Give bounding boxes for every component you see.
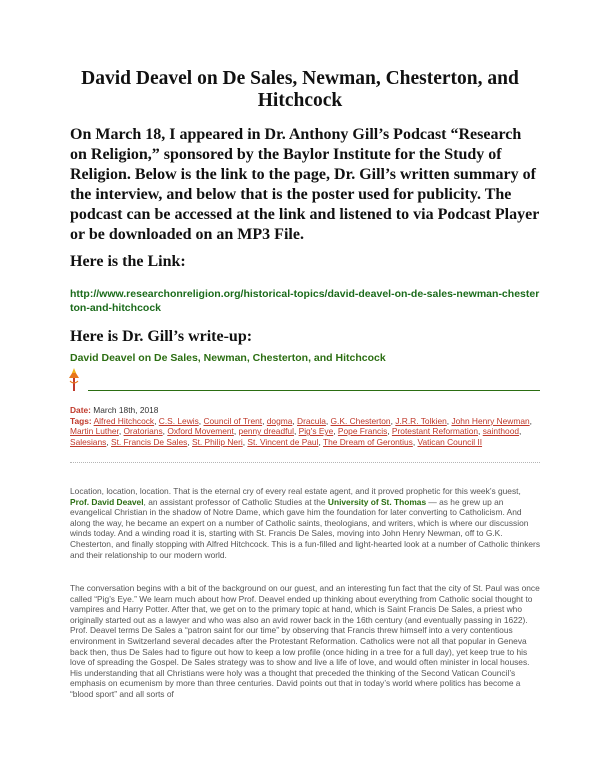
tag-link[interactable]: Council of Trent bbox=[203, 415, 263, 426]
tag-link[interactable]: Oratorians bbox=[123, 426, 163, 437]
tags-label: Tags: bbox=[70, 415, 92, 426]
tag-link[interactable]: Vatican Council II bbox=[417, 436, 483, 447]
tag-link[interactable]: Oxford Movement bbox=[167, 426, 234, 437]
summary-paragraph-2: The conversation begins with a bit of the background on our guest, and an interesting fun fact that the city of St. Paul was once called “Pig’s Eye.” We learn much about how Prof. Deavel ended up thinking about everything from Catholic social thought to vampires and Harry Potter. After that, we get on to the primary topic at hand, which is Saint Francis De Sales, a priest who originally started out as a lawyer and who was also an avid rower back in the 16th century (and eventually passing in 1622). Prof. Deavel terms De Sales a “patron saint for our time” by observing that Francis threw himself into a very contentious environment in Switzerland several decades after the Protestant Reformation. Catholics were not all that popular in Geneva back then, thus De Sales had to figure out how to keep a low profile (once hiding in a tree for a full day), yet keep true to his love of spreading the Gospel. De Sales strategy was to show and live a life of love, and would often minister in local houses. His understanding that all Christians were holy was a thought that preceded the thinking of the Second Vatican Council’s emphasis on ecumenism by more than three centuries. David points out that in today’s world where politics has become a “blood sport” and all sorts of bbox=[70, 583, 540, 699]
podcast-logo-icon bbox=[67, 368, 81, 392]
tag-link[interactable]: The Dream of Gerontius bbox=[322, 436, 413, 447]
date-label: Date: bbox=[70, 405, 91, 415]
post-divider bbox=[88, 390, 540, 391]
tag-link[interactable]: C.S. Lewis bbox=[158, 415, 199, 426]
date-value: March 18th, 2018 bbox=[93, 405, 159, 415]
tag-link[interactable]: Martin Luther bbox=[70, 426, 119, 437]
page-title: David Deavel on De Sales, Newman, Chesterton, and Hitchcock bbox=[81, 68, 519, 111]
tag-link[interactable]: St. Francis De Sales bbox=[110, 436, 188, 447]
post-title[interactable]: David Deavel on De Sales, Newman, Chesterton, and Hitchcock bbox=[70, 352, 386, 364]
tag-link[interactable]: J.R.R. Tolkien bbox=[395, 415, 447, 426]
tag-link[interactable]: Pope Francis bbox=[337, 426, 388, 437]
tag-link[interactable]: G.K. Chesterton bbox=[330, 415, 391, 426]
tag-link[interactable]: Alfred Hitchcock bbox=[93, 415, 155, 426]
p1-text-b: , an assistant professor of Catholic Studies at the bbox=[143, 496, 328, 507]
guest-name: Prof. David Deavel bbox=[70, 496, 144, 507]
dotted-divider bbox=[70, 462, 540, 463]
tag-link[interactable]: dogma bbox=[266, 415, 293, 426]
tag-link[interactable]: St. Vincent de Paul bbox=[247, 436, 319, 447]
link-heading: Here is the Link: bbox=[70, 253, 186, 270]
tag-link[interactable]: Salesians bbox=[70, 436, 107, 447]
intro-paragraph: On March 18, I appeared in Dr. Anthony Gill’s Podcast “Research on Religion,” sponsored by the Baylor Institute for the Study of Religion. Below is the link to the page, Dr. Gill’s written summary of the interview, and below that is the poster used for publicity. The podcast can be accessed at the link and listened to via Podcast Player or be downloaded on an MP3 File. bbox=[70, 126, 540, 243]
p1-text-a: Location, location, location. That is the eternal cry of every real estate agent, and it proved prophetic for this week’s guest, bbox=[70, 486, 521, 496]
writeup-heading: Here is Dr. Gill’s write-up: bbox=[70, 328, 253, 345]
tag-link[interactable]: John Henry Newman bbox=[451, 415, 530, 426]
post-meta bbox=[70, 405, 545, 447]
summary-paragraph-1 bbox=[70, 486, 542, 560]
tag-link[interactable]: Protestant Reformation bbox=[391, 426, 479, 437]
podcast-link[interactable]: http://www.researchonreligion.org/historical-topics/david-deavel-on-de-sales-newman-chesterton-and-hitchcock bbox=[70, 288, 540, 314]
post-tags bbox=[70, 416, 545, 448]
p1-text-c: — as he grew up an evangelical Christian in the shadow of Notre Dame, which gave him the foundation for later converting to Catholicism. And along the way, he became an expert on a number of Catholic saints, theologians, and writers, which is where our discussion winds today. And a winding road it is, starting with St. Francis De Sales, moving into John Henry Newman, off to G.K. Chesterton, and finally stopping with Alfred Hitchcock. This is a fun-filled and light-hearted look at a number of Catholic thinkers and their relationship to our modern world. bbox=[70, 496, 541, 560]
post-date bbox=[70, 405, 545, 416]
university-link[interactable]: University of St. Thomas bbox=[327, 496, 427, 507]
tag-link[interactable]: St. Philip Neri bbox=[191, 436, 243, 447]
tag-link[interactable]: Dracula bbox=[297, 415, 326, 426]
tag-link[interactable]: sainthood bbox=[482, 426, 520, 437]
tag-link[interactable]: penny dreadful bbox=[238, 426, 294, 437]
tag-list: Alfred Hitchcock, C.S. Lewis, Council of Trent, dogma, Dracula, G.K. Chesterton, J.R.R. Tolkien, John Henry Newman, Martin Luther, Oratorians, Oxford Movement, penny dreadful, Pig's Eye, Pope Francis, Protestant Reformation, sainthood, Salesians, St. Francis De Sales, St. Philip Neri, St. Vincent de Paul, The Dream of Gerontius, Vatican Council II bbox=[70, 415, 532, 447]
tag-link[interactable]: Pig's Eye bbox=[298, 426, 334, 437]
